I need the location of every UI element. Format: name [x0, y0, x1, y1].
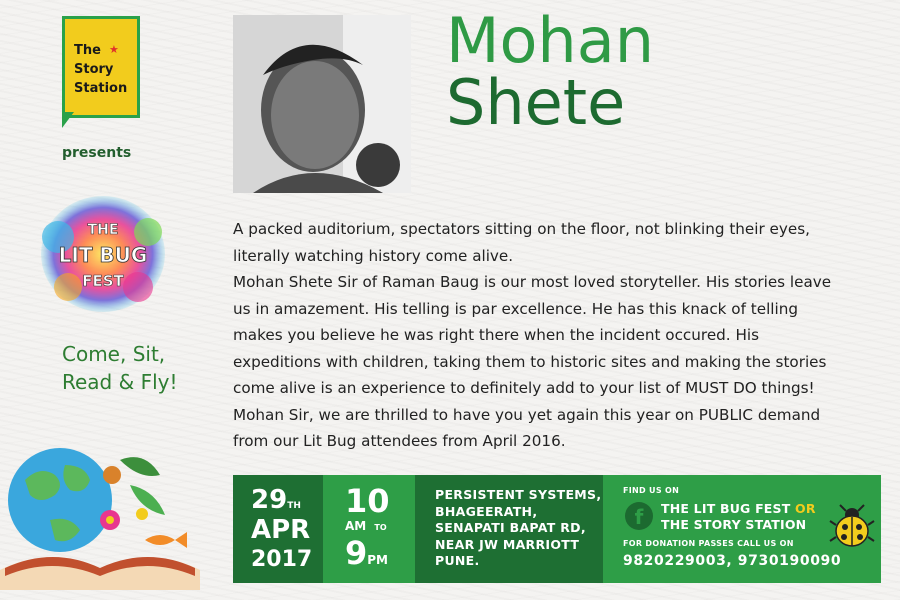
venue-line-2: BHAGEERATH, — [435, 503, 538, 519]
bio-paragraph-1: A packed auditorium, spectators sitting on the floor, not blinking their eyes, literally watching history come alive. — [233, 220, 810, 265]
event-info-bar — [233, 475, 881, 583]
find-us-label: FIND US ON — [623, 486, 680, 495]
speaker-last-name: Shete — [446, 66, 626, 139]
speaker-photo — [233, 15, 411, 193]
speaker-name — [446, 4, 886, 139]
tagline — [62, 340, 192, 396]
event-to: TO — [374, 523, 387, 532]
event-month: APR — [251, 515, 311, 545]
donation-label: FOR DONATION PASSES CALL US ON — [623, 539, 794, 548]
story-station-logo — [62, 16, 140, 118]
speaker-first-name: Mohan — [446, 4, 655, 77]
badge-line1: THE — [87, 222, 119, 238]
speaker-photo-illustration — [233, 15, 411, 193]
badge-line2: LIT BUG — [58, 243, 148, 267]
event-year: 2017 — [251, 547, 313, 572]
or-label: OR — [795, 501, 816, 516]
facebook-icon[interactable]: f — [625, 502, 653, 530]
event-day: 29 — [251, 485, 288, 515]
globe-book-illustration — [0, 440, 200, 590]
event-end-unit: PM — [367, 553, 389, 567]
presents-label: presents — [62, 145, 132, 161]
fb-page-lit-bug[interactable]: THE LIT BUG FEST — [661, 501, 791, 516]
event-day-suffix: TH — [287, 501, 301, 511]
logo-line2: Story — [74, 62, 114, 77]
event-date — [233, 475, 323, 583]
event-end: 9 — [345, 534, 368, 572]
logo-text — [74, 41, 136, 98]
star-icon: ★ — [109, 43, 119, 56]
event-start-unit: AM — [345, 519, 367, 533]
venue-line-5: PUNE. — [435, 553, 480, 568]
speaker-bio — [233, 216, 845, 455]
find-us-panel — [603, 475, 881, 583]
fb-page-story-station[interactable]: THE STORY STATION — [661, 517, 807, 532]
bio-paragraph-2: Mohan Shete Sir of Raman Baug is our most loved storyteller. His stories leave us in amazement. His telling is par excellence. He has this knack of telling makes you believe he was right there when the incident occured. His expeditions with children, taking them to historic sites and making the stories come alive is an experience to definitely add to your list of MUST DO things! Mohan Sir, we are thrilled to have you yet again this year on PUBLIC demand from our Lit Bug attendees from April 2016. — [233, 273, 832, 450]
venue-line-4: NEAR JW MARRIOTT — [435, 536, 580, 552]
event-start: 10 — [345, 482, 390, 520]
logo-line3: Station — [74, 81, 128, 96]
logo-line1: The — [74, 43, 101, 58]
tagline-line1: Come, Sit, — [62, 342, 166, 366]
tagline-line2: Read & Fly! — [62, 370, 178, 394]
phone-numbers: 9820229003, 9730190090 — [623, 553, 842, 569]
venue-line-3: SENAPATI BAPAT RD, — [435, 520, 586, 535]
lit-bug-fest-badge — [38, 192, 168, 317]
event-time — [323, 475, 415, 583]
badge-line3: FEST — [82, 272, 124, 290]
ladybug-icon — [828, 503, 876, 551]
event-venue — [415, 475, 603, 583]
logo-tail — [62, 112, 74, 128]
venue-line-1: PERSISTENT SYSTEMS, — [435, 487, 602, 502]
